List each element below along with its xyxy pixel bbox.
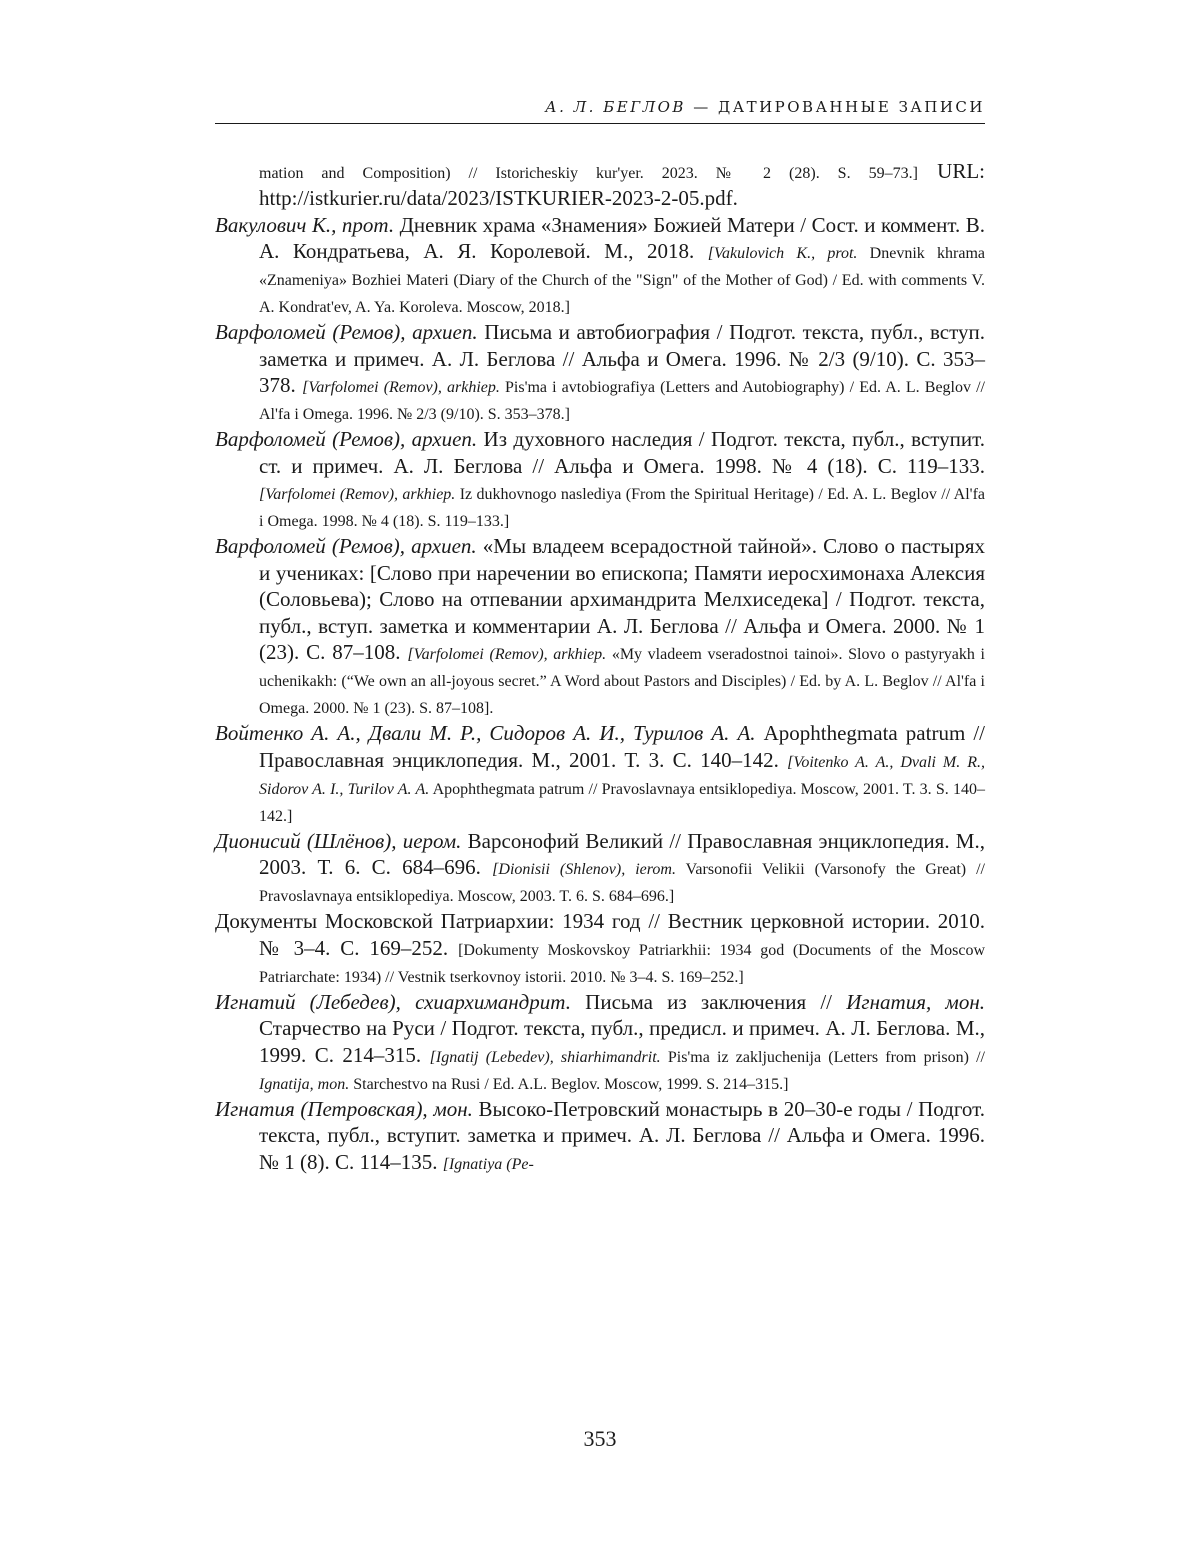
entry-body: Письма и автобиография / Подгот. текста, публ., вступ. заметка и примеч. А. Л. Беглова // Альфа и Омега. 1996. № 2/3 (9/10). С. 353–378. [259,320,985,397]
entry-author: Вакулович К., прот. [215,212,395,237]
entry-translit: Pis'ma iz zakljuchenija (Letters from prison) // [660,1048,986,1066]
entry-translit-author: [Dionisii (Shlenov), ierom. [492,861,676,878]
bibliography-entry [215,319,985,426]
entry-translit-author: [Vakulovich K., prot. [707,245,858,262]
entry-translit-author: [Voitenko A. A., Dvali M. R., Sidorov A. I., Turilov A. A. [259,753,986,798]
entry-author: Варфоломей (Ремов), архиеп. [215,534,477,558]
entry-body: Высоко-Петровский монастырь в 20–30-е годы / Подгот. текста, публ., вступит. заметка и примеч. А. Л. Беглова // Альфа и Омега. 1996. № 1 (8). С. 114–135. [259,1096,986,1174]
bibliography-entry [215,212,985,320]
bibliography-entry [215,426,985,533]
entry-body: Письма из заключения // [570,989,847,1014]
entry-body: Из духовного наследия / Подгот. текста, публ., вступит. ст. и примеч. А. Л. Беглова // Альфа и Омега. 1998. № 4 (18). С. 119–133. [259,427,985,478]
entry-translit: mation and Composition) // Istoricheskiy kur'yer. 2023. № 2 (28). S. 59–73.] [259,165,918,182]
entry-body: Дневник храма «Знамения» Божией Матери / Сост. и коммент. В. А. Кондратьева, А. Я. Королевой. М., 2018. [259,212,986,263]
bibliography-entry [215,989,985,1096]
entry-body: Apophthegmata patrum // Православная энциклопедия. М., 2001. Т. 3. С. 140–142. [259,721,985,772]
entry-translit: Dnevnik khrama «Znameniya» Bozhiei Materi (Diary of the Church of the "Sign" of the Mother of God) / Ed. with comments V. A. Kondrat'ev, A. Ya. Koroleva. Moscow, 2018.] [259,245,986,316]
entry-url: URL: http://istkurier.ru/data/2023/ISTKURIER-2023-2-05.pdf. [259,159,985,210]
entry-author: Дионисий (Шлёнов), иером. [215,828,462,853]
bibliography-entry [215,533,985,720]
entry-translit-author-secondary: Ignatija, mon. [259,1075,350,1093]
bibliography-entry [215,158,985,212]
entry-body: Документы Московской Патриархии: 1934 год // Вестник церковной истории. 2010. № 3–4. С. 169–252. [215,909,985,960]
entry-author-secondary: Игнатия, мон. [846,989,985,1014]
header-rule [215,123,985,124]
entry-author: Варфоломей (Ремов), архиеп. [215,320,478,344]
entry-author: Варфоломей (Ремов), архиеп. [215,427,478,451]
entry-author: Игнатия (Петровская), мон. [215,1096,473,1121]
page-number: 353 [583,1426,617,1451]
entry-author: Войтенко А. А., Двали М. Р., Сидоров А. И., Турилов А. А. [215,721,756,745]
entry-translit-secondary: Starchestvo na Rusi / Ed. A.L. Beglov. Moscow, 1999. S. 214–315.] [349,1075,789,1093]
entry-translit: Varsonofii Velikii (Varsonofy the Great) // Pravoslavnaya entsiklopediya. Moscow, 2003. T. 6. S. 684–696.] [259,861,985,905]
entry-translit-author: [Varfolomei (Remov), arkhiep. [407,646,607,663]
running-head [215,98,985,116]
entry-translit-author: [Varfolomei (Remov), arkhiep. [302,379,500,396]
document-page [215,0,985,1553]
entry-translit: Iz dukhovnogo naslediya (From the Spiritual Heritage) / Ed. A. L. Beglov // Al'fa i Omega. 1998. № 4 (18). S. 119–133.] [259,486,985,530]
entry-author: Игнатий (Лебедев), схиархимандрит. [215,989,571,1014]
entry-translit: Pis'ma i avtobiografiya (Letters and Autobiography) / Ed. A. L. Beglov // Al'fa i Omega. 1996. № 2/3 (9/10). S. 353–378.] [259,379,986,423]
entry-body-secondary: Старчество на Руси / Подгот. текста, публ., предисл. и примеч. А. Л. Беглова. М., 1999. С. 214–315. [259,1016,985,1067]
entry-translit-author: [Ignatij (Lebedev), shiarhimandrit. [429,1048,661,1066]
entry-translit: Apophthegmata patrum // Pravoslavnaya entsiklopediya. Moscow, 2001. T. 3. S. 140–142.] [259,780,986,825]
entry-translit: «My vladeem vseradostnoi tainoi». Slovo o pastyryakh i uchenikakh: (“We own an all-joyous secret.” A Word about Pastors and Disciples) / Ed. by A. L. Beglov // Al'fa i Omega. 2000. № 1 (23). S. 87–108]. [259,646,985,717]
entry-body: Варсонофий Великий // Православная энциклопедия. М., 2003. Т. 6. С. 684–696. [259,828,985,879]
bibliography-entry [215,1096,985,1176]
entry-translit-author: [Varfolomei (Remov), arkhiep. [259,486,456,503]
entry-translit-author: [Ignatiya (Pe- [442,1155,534,1173]
bibliography-entry [215,828,985,909]
running-head-title: ДАТИРОВАННЫЕ ЗАПИСИ [718,98,985,116]
bibliography-list [215,158,985,1176]
running-head-author: А. Л. БЕГЛОВ [545,98,686,116]
bibliography-entry [215,720,985,828]
bibliography-entry [215,908,985,989]
entry-body: «Мы владеем всерадостной тайной». Слово о пастырях и учениках: [Слово при наречении во епископа; Памяти иеросхимонаха Алексия (Соловьева); Слово на отпевании архимандрита Мелхиседека] / Подгот. текста, публ., вступ. заметка и комментарии А. Л. Беглова // Альфа и Омега. 2000. № 1 (23). С. 87–108. [259,534,985,664]
running-head-separator: — [685,98,719,116]
entry-translit: [Dokumenty Moskovskoy Patriarkhii: 1934 god (Documents of the Moscow Patriarchate: 1934) // Vestnik tserkovnoy istorii. 2010. № 3–4. S. 169–252.] [259,941,986,986]
